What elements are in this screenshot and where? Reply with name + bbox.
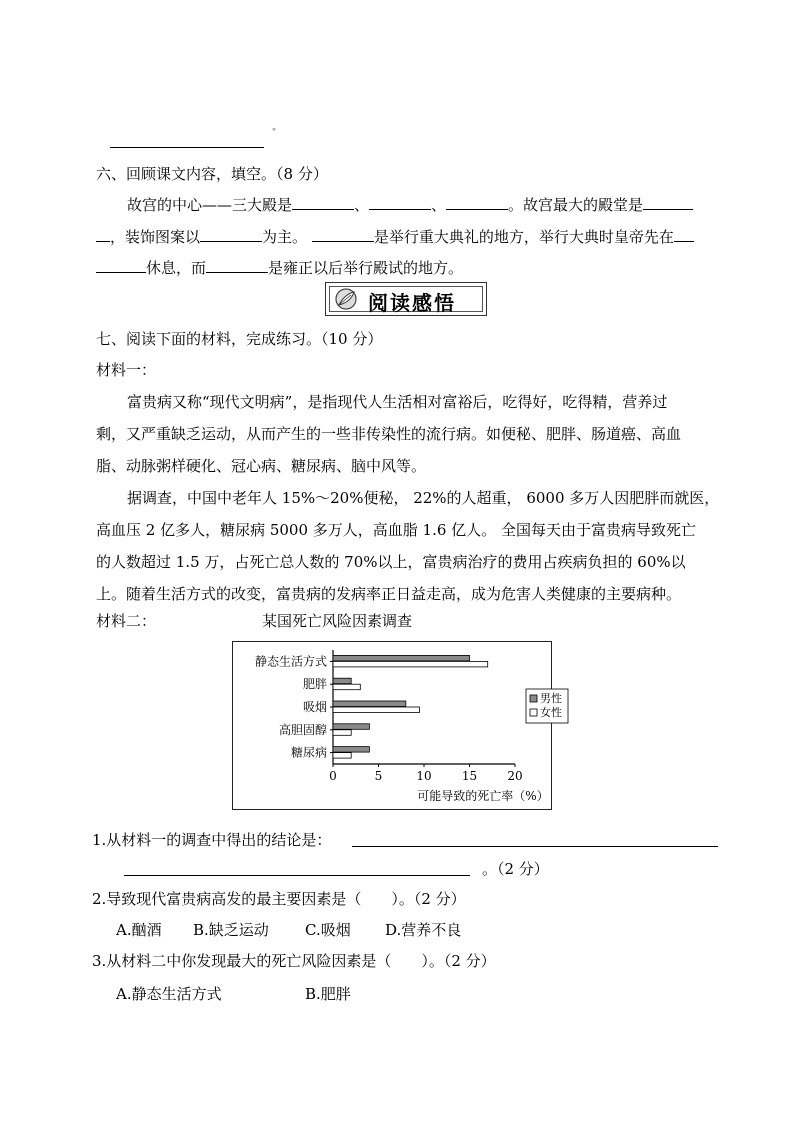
x-tick-label: 0 bbox=[329, 769, 337, 783]
section6-line3 bbox=[96, 257, 463, 278]
question1: 1.从材料一的调查中得出的结论是： bbox=[92, 831, 332, 849]
leaf-emblem-icon bbox=[333, 287, 359, 311]
x-tick-label: 10 bbox=[416, 769, 432, 783]
legend-label: 女性 bbox=[540, 706, 562, 719]
separator: 、 bbox=[431, 196, 447, 214]
bar-female bbox=[333, 730, 351, 736]
question3: 3.从材料二中你发现最大的死亡风险因素是（ ）。（2 分） bbox=[92, 952, 496, 970]
x-axis-label: 可能导致的死亡率（%） bbox=[417, 789, 549, 803]
paragraph2-line3: 的人数超过 1.5 万，占死亡总人数的 70%以上，富贵病治疗的费用占疾病负担的 60%以 bbox=[96, 553, 686, 571]
section7-heading: 七、阅读下面的材料，完成练习。（10 分） bbox=[96, 330, 383, 348]
bar-male bbox=[333, 655, 470, 661]
section6-line1 bbox=[127, 194, 693, 215]
risk-factor-chart bbox=[232, 641, 562, 810]
category-label: 吸烟 bbox=[302, 700, 327, 714]
legend-label: 男性 bbox=[540, 692, 562, 705]
answer-line-q1-a[interactable] bbox=[352, 846, 718, 847]
q2-option-b[interactable]: B.缺乏运动 bbox=[193, 921, 269, 939]
bar-female bbox=[333, 684, 360, 690]
bar-male bbox=[333, 701, 406, 707]
risk-factor-chart-svg bbox=[233, 642, 562, 808]
q2-option-a[interactable]: A.酗酒 bbox=[116, 921, 162, 939]
material2-label: 材料二： bbox=[96, 612, 157, 630]
answer-line-top[interactable] bbox=[110, 147, 264, 148]
bar-male bbox=[333, 678, 351, 684]
paragraph1-line1: 富贵病又称“现代文明病”，是指现代人生活相对富裕后，吃得好，吃得精，营养过 bbox=[127, 393, 668, 411]
section6-text-c: ，装饰图案以 bbox=[110, 228, 201, 246]
x-tick-label: 5 bbox=[374, 769, 383, 783]
question2: 2.导致现代富贵病高发的最主要因素是（ ）。（2 分） bbox=[92, 890, 466, 908]
question1-score: 。（2 分） bbox=[482, 860, 549, 878]
q2-option-d[interactable]: D.营养不良 bbox=[385, 921, 462, 939]
q2-option-c[interactable]: C.吸烟 bbox=[305, 921, 351, 939]
category-label: 糖尿病 bbox=[290, 745, 327, 760]
blank-rest-hall-b[interactable] bbox=[96, 258, 146, 273]
paragraph1-line3: 脂、动脉粥样硬化、冠心病、糖尿病、脑中风等。 bbox=[96, 457, 427, 475]
blank-ceremony-hall[interactable] bbox=[312, 227, 374, 242]
bar-female bbox=[333, 661, 488, 667]
material1-label: 材料一： bbox=[96, 361, 157, 379]
chart-title: 某国死亡风险因素调查 bbox=[262, 612, 413, 630]
category-label: 静态生活方式 bbox=[254, 654, 327, 669]
section6-text-a: 故宫的中心——三大殿是 bbox=[127, 196, 293, 214]
section6-text-b: 。故宫最大的殿堂是 bbox=[508, 196, 644, 214]
bar-female bbox=[333, 753, 351, 759]
section6-line2 bbox=[96, 226, 694, 247]
x-tick-label: 15 bbox=[461, 769, 478, 783]
q3-option-a[interactable]: A.静态生活方式 bbox=[116, 985, 222, 1003]
blank-largest-hall-a[interactable] bbox=[643, 195, 693, 210]
paragraph2-line2: 高血压 2 亿多人，糖尿病 5000 多万人，高血脂 1.6 亿人。 全国每天由于富贵病导致死亡 bbox=[96, 521, 696, 539]
section6-text-f: 休息，而 bbox=[146, 259, 207, 277]
paragraph2-line1: 据调查，中国中老年人 15%～20%便秘， 22%的人超重， 6000 多万人因肥胖而就医， bbox=[127, 489, 720, 507]
category-label: 高胆固醇 bbox=[278, 722, 327, 737]
bar-female bbox=[333, 707, 419, 713]
separator: 、 bbox=[354, 196, 370, 214]
bar-male bbox=[333, 747, 369, 753]
paragraph2-line4: 上。随着生活方式的改变，富贵病的发病率正日益走高，成为危害人类健康的主要病种。 bbox=[96, 585, 682, 603]
answer-line-q1-b[interactable] bbox=[124, 875, 470, 876]
banner-label: 阅读感悟 bbox=[368, 291, 456, 315]
blank-largest-hall-b[interactable] bbox=[96, 227, 110, 242]
section6-heading: 六、回顾课文内容，填空。（8 分） bbox=[96, 165, 328, 183]
section6-text-e: 是举行重大典礼的地方，举行大典时皇帝先在 bbox=[373, 228, 674, 246]
x-tick-label: 20 bbox=[507, 769, 523, 783]
blank-rest-hall-a[interactable] bbox=[674, 227, 694, 242]
blank-decoration[interactable] bbox=[200, 227, 262, 242]
legend-swatch bbox=[530, 695, 537, 702]
blank-exam-hall[interactable] bbox=[206, 258, 268, 273]
section6-text-d: 为主。 bbox=[262, 228, 308, 246]
category-label: 肥胖 bbox=[302, 677, 327, 692]
paragraph1-line2: 剩，又严重缺乏运动，从而产生的一些非传染性的流行病。如便秘、肥胖、肠道癌、高血 bbox=[96, 425, 682, 443]
section6-text-g: 是雍正以后举行殿试的地方。 bbox=[268, 259, 464, 277]
blank-hall-3[interactable] bbox=[446, 195, 508, 210]
legend-swatch bbox=[530, 709, 537, 716]
stray-mark: " bbox=[272, 128, 277, 138]
bar-male bbox=[333, 724, 369, 730]
blank-hall-1[interactable] bbox=[292, 195, 354, 210]
blank-hall-2[interactable] bbox=[369, 195, 431, 210]
q3-option-b[interactable]: B.肥胖 bbox=[305, 985, 351, 1003]
reading-banner bbox=[325, 282, 487, 316]
